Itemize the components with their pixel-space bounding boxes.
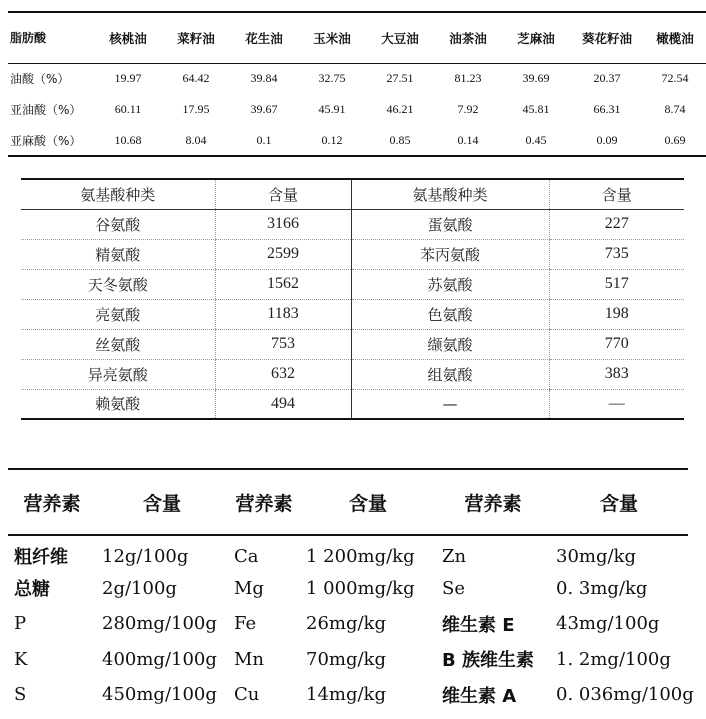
header-cell: 葵花籽油 xyxy=(570,12,644,63)
amino-acid-name: — xyxy=(351,389,549,419)
nutrient-name: B 族维生素 xyxy=(442,650,534,672)
table-cell: 17.95 xyxy=(182,102,210,116)
nutrient-name: P xyxy=(14,613,27,635)
amino-acid-value: 227 xyxy=(549,209,684,239)
table-row xyxy=(8,677,688,713)
table-row xyxy=(8,642,688,678)
table-cell: 72.54 xyxy=(661,71,689,86)
amino-acid-name: 异亮氨酸 xyxy=(21,359,215,389)
table-cell: 39.84 xyxy=(250,71,278,86)
amino-acid-value: 753 xyxy=(215,329,351,359)
nutrient-value: 26mg/kg xyxy=(306,613,386,635)
nutrient-value: 0. 3mg/kg xyxy=(556,577,648,599)
table-cell: 0.14 xyxy=(434,125,502,156)
header-cell: 芝麻油 xyxy=(502,12,570,63)
table-row xyxy=(8,94,706,125)
amino-acid-value: 632 xyxy=(215,359,351,389)
row-label: 亚麻酸（%） xyxy=(8,125,94,156)
table-row xyxy=(8,125,706,156)
header-cell: 营养素 xyxy=(8,469,96,535)
table-cell: 0.45 xyxy=(502,125,570,156)
header-cell: 核桃油 xyxy=(94,12,162,63)
table-cell: 7.92 xyxy=(457,102,479,116)
table-row xyxy=(8,606,688,642)
table-row xyxy=(21,329,684,359)
nutrient-value: 400mg/100g xyxy=(102,648,217,670)
table-row xyxy=(21,299,684,329)
amino-acid-name: 色氨酸 xyxy=(351,299,549,329)
amino-acid-name: 精氨酸 xyxy=(21,239,215,269)
nutrient-value: 1 200mg/kg xyxy=(306,545,415,567)
nutrient-name: Cu xyxy=(234,684,260,706)
table-cell: 64.42 xyxy=(182,71,210,86)
nutrient-value: 0. 036mg/100g xyxy=(556,684,694,706)
table-cell: 32.75 xyxy=(318,71,346,86)
nutrient-name: Mg xyxy=(234,577,264,599)
header-cell: 菜籽油 xyxy=(162,12,230,63)
nutrient-value: 1. 2mg/100g xyxy=(556,648,671,670)
nutrient-value: 280mg/100g xyxy=(102,613,217,635)
table-cell: 60.11 xyxy=(114,102,142,116)
header-cell: 含量 xyxy=(549,179,684,209)
table-cell: 0.09 xyxy=(570,125,644,156)
header-cell: 营养素 xyxy=(436,469,550,535)
table-cell: 0.69 xyxy=(644,125,706,156)
amino-acid-name: 谷氨酸 xyxy=(21,209,215,239)
amino-acid-name: 赖氨酸 xyxy=(21,389,215,419)
amino-acid-name: 丝氨酸 xyxy=(21,329,215,359)
nutrient-header-row xyxy=(8,469,688,535)
table-cell: 45.91 xyxy=(318,102,346,116)
nutrient-name: Se xyxy=(442,577,465,599)
table-cell: 45.81 xyxy=(522,102,550,116)
table-cell: 0.1 xyxy=(230,125,298,156)
table-cell: 39.67 xyxy=(250,102,278,116)
nutrient-value: 12g/100g xyxy=(102,545,189,567)
nutrient-name: Mn xyxy=(234,648,265,670)
nutrient-name: S xyxy=(14,684,27,706)
table-row xyxy=(21,269,684,299)
nutrient-value: 450mg/100g xyxy=(102,684,217,706)
nutrient-name: Fe xyxy=(234,613,257,635)
nutrient-value: 2g/100g xyxy=(102,577,177,599)
table-row xyxy=(8,63,706,94)
table-row xyxy=(21,239,684,269)
amino-acid-value: 383 xyxy=(549,359,684,389)
header-cell: 脂肪酸 xyxy=(8,12,94,63)
table-row xyxy=(8,571,688,607)
amino-acid-name: 苏氨酸 xyxy=(351,269,549,299)
fatty-acid-table xyxy=(8,11,706,157)
amino-acid-name: 苯丙氨酸 xyxy=(351,239,549,269)
nutrient-name: 维生素 A xyxy=(442,685,517,707)
amino-acid-table xyxy=(21,178,684,420)
header-cell: 大豆油 xyxy=(366,12,434,63)
row-label: 油酸（%） xyxy=(10,72,70,87)
amino-acid-value: 3166 xyxy=(215,209,351,239)
amino-acid-value: 2599 xyxy=(215,239,351,269)
header-cell: 营养素 xyxy=(228,469,300,535)
nutrient-name: 总糖 xyxy=(14,579,50,601)
table-cell: 0.12 xyxy=(298,125,366,156)
amino-acid-value: 770 xyxy=(549,329,684,359)
table-row xyxy=(21,359,684,389)
nutrient-table xyxy=(8,468,694,713)
amino-acid-value: 1562 xyxy=(215,269,351,299)
fatty-acid-header-row xyxy=(8,12,706,63)
nutrient-value: 43mg/100g xyxy=(556,613,660,635)
amino-acid-value: — xyxy=(549,389,684,419)
header-cell: 含量 xyxy=(96,469,228,535)
header-cell: 玉米油 xyxy=(298,12,366,63)
table-cell: 8.74 xyxy=(664,102,686,116)
amino-acid-name: 缬氨酸 xyxy=(351,329,549,359)
header-cell: 花生油 xyxy=(230,12,298,63)
nutrient-name: Zn xyxy=(442,545,467,567)
table-cell: 19.97 xyxy=(114,71,142,86)
amino-acid-value: 494 xyxy=(215,389,351,419)
table-cell: 0.85 xyxy=(366,125,434,156)
nutrient-value: 14mg/kg xyxy=(306,684,386,706)
table-cell: 8.04 xyxy=(162,125,230,156)
header-cell: 含量 xyxy=(550,469,688,535)
amino-acid-name: 蛋氨酸 xyxy=(351,209,549,239)
table-cell: 66.31 xyxy=(593,102,621,116)
amino-acid-value: 735 xyxy=(549,239,684,269)
table-cell: 39.69 xyxy=(522,71,550,86)
amino-acid-value: 198 xyxy=(549,299,684,329)
amino-acid-name: 组氨酸 xyxy=(351,359,549,389)
table-row xyxy=(21,389,684,419)
header-cell: 氨基酸种类 xyxy=(21,179,215,209)
table-row xyxy=(21,209,684,239)
amino-acid-name: 亮氨酸 xyxy=(21,299,215,329)
nutrient-value: 70mg/kg xyxy=(306,648,386,670)
header-cell: 含量 xyxy=(300,469,436,535)
amino-acid-header-row xyxy=(21,179,684,209)
amino-acid-value: 1183 xyxy=(215,299,351,329)
nutrient-name: Ca xyxy=(234,545,259,567)
header-cell: 氨基酸种类 xyxy=(351,179,549,209)
header-cell: 橄榄油 xyxy=(644,12,706,63)
nutrient-name: 粗纤维 xyxy=(14,547,68,569)
nutrient-value: 1 000mg/kg xyxy=(306,577,415,599)
nutrient-value: 30mg/kg xyxy=(556,545,636,567)
amino-acid-value: 517 xyxy=(549,269,684,299)
table-row xyxy=(8,535,688,571)
row-label: 亚油酸（%） xyxy=(10,103,82,117)
table-cell: 46.21 xyxy=(386,102,414,116)
nutrient-name: 维生素 E xyxy=(442,614,515,636)
header-cell: 含量 xyxy=(215,179,351,209)
table-cell: 10.68 xyxy=(94,125,162,156)
nutrient-name: K xyxy=(14,648,28,670)
table-cell: 20.37 xyxy=(593,71,621,86)
table-cell: 27.51 xyxy=(386,71,414,86)
amino-acid-name: 天冬氨酸 xyxy=(21,269,215,299)
header-cell: 油茶油 xyxy=(434,12,502,63)
table-cell: 81.23 xyxy=(454,71,482,86)
